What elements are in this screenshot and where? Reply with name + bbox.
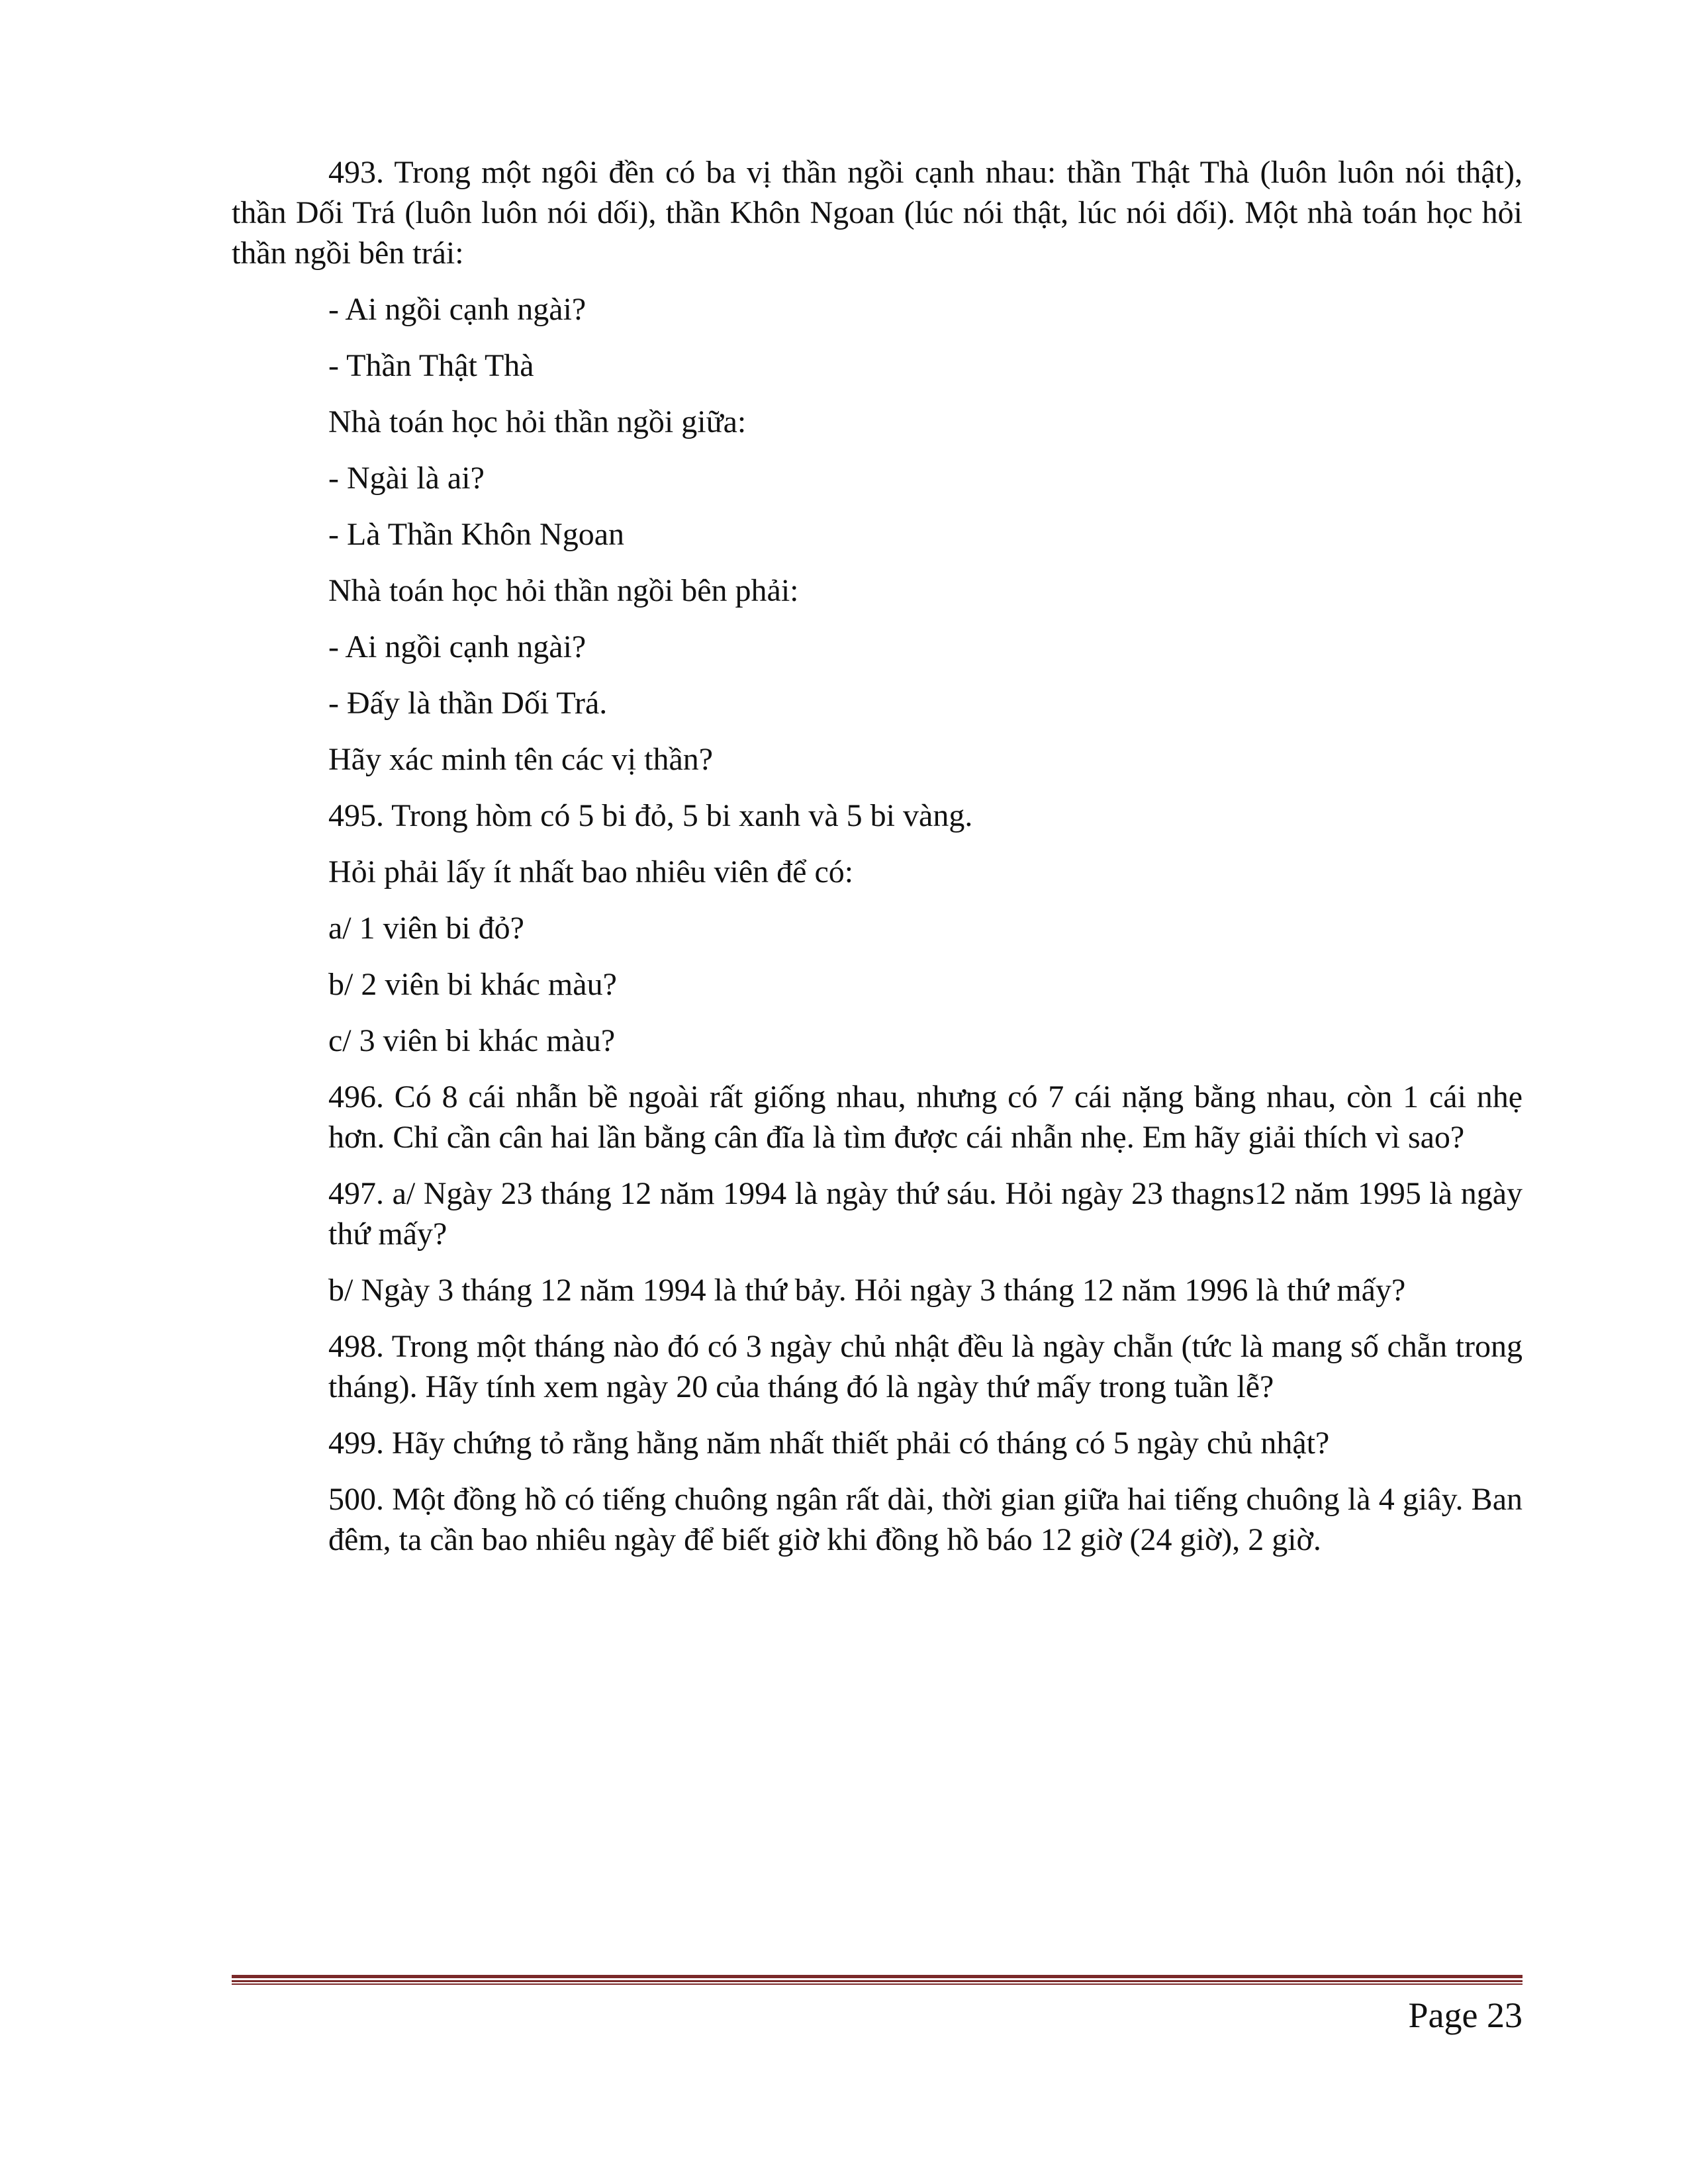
problem-495-statement: 495. Trong hòm có 5 bi đỏ, 5 bi xanh và 5 bi vàng. <box>328 798 973 833</box>
problem-497-part-a: 497. a/ Ngày 23 tháng 12 năm 1994 là ngày thứ sáu. Hỏi ngày 23 thagns12 năm 1995 là ngày thứ mấy? <box>328 1176 1523 1251</box>
dialogue-line: - Ngài là ai? <box>328 461 485 496</box>
dialogue-line: - Đấy là thần Dối Trá. <box>328 686 608 721</box>
page-number: Page 23 <box>1408 1995 1523 2035</box>
page-content <box>232 152 1523 1576</box>
footer-rule-thick <box>232 1975 1523 1978</box>
problem-500: 500. Một đồng hồ có tiếng chuông ngân rất dài, thời gian giữa hai tiếng chuông là 4 giây. Ban đêm, ta cần bao nhiêu ngày để biết giờ khi đồng hồ báo 12 giờ (24 giờ), 2 giờ. <box>328 1482 1523 1557</box>
problem-493-intro: 493. Trong một ngôi đền có ba vị thần ngồi cạnh nhau: thần Thật Thà (luôn luôn nói thật), thần Dối Trá (luôn luôn nói dối), thần Khôn Ngoan (lúc nói thật, lúc nói dối). Một nhà toán học hỏi thần ngồi bên trái: <box>232 155 1523 271</box>
problem-495-part-b: b/ 2 viên bi khác màu? <box>328 967 617 1002</box>
problem-493-question: Hãy xác minh tên các vị thần? <box>328 742 714 777</box>
footer-rule <box>232 1975 1523 1985</box>
footer-rule-mid <box>232 1980 1523 1982</box>
problem-498: 498. Trong một tháng nào đó có 3 ngày chủ nhật đều là ngày chẵn (tức là mang số chẵn trong tháng). Hãy tính xem ngày 20 của tháng đó là ngày thứ mấy trong tuần lễ? <box>328 1329 1523 1404</box>
dialogue-line: - Ai ngồi cạnh ngài? <box>328 292 586 327</box>
dialogue-line: - Thần Thật Thà <box>328 348 534 383</box>
footer-rule-thin <box>232 1983 1523 1985</box>
problem-495-question: Hỏi phải lấy ít nhất bao nhiêu viên để có: <box>328 854 854 889</box>
problem-496: 496. Có 8 cái nhẫn bề ngoài rất giống nhau, nhưng có 7 cái nặng bằng nhau, còn 1 cái nhẹ hơn. Chỉ cần cân hai lần bằng cân đĩa là tìm được cái nhẫn nhẹ. Em hãy giải thích vì sao? <box>328 1079 1523 1155</box>
dialogue-line: - Ai ngồi cạnh ngài? <box>328 629 586 664</box>
problem-495-part-a: a/ 1 viên bi đỏ? <box>328 911 524 946</box>
dialogue-line: Nhà toán học hỏi thần ngồi bên phải: <box>328 573 799 608</box>
dialogue-line: Nhà toán học hỏi thần ngồi giữa: <box>328 404 747 439</box>
problem-499: 499. Hãy chứng tỏ rằng hằng năm nhất thiết phải có tháng có 5 ngày chủ nhật? <box>328 1426 1330 1461</box>
dialogue-line: - Là Thần Khôn Ngoan <box>328 517 624 552</box>
problem-497-part-b: b/ Ngày 3 tháng 12 năm 1994 là thứ bảy. Hỏi ngày 3 tháng 12 năm 1996 là thứ mấy? <box>328 1273 1406 1308</box>
problem-495-part-c: c/ 3 viên bi khác màu? <box>328 1023 616 1058</box>
